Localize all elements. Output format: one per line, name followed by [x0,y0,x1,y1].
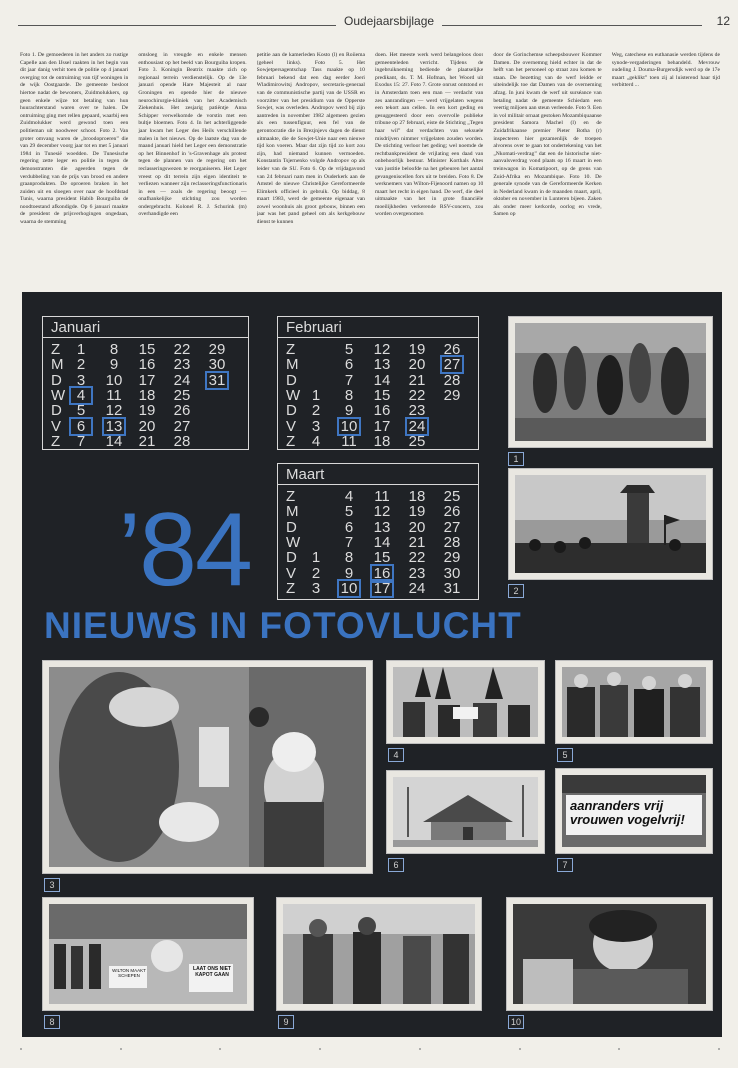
calendar-date: 25 [443,488,461,505]
calendar-date: 20 [408,356,426,374]
calendar-date: 19 [408,341,426,358]
calendar-day-label: W [51,386,66,404]
calendar-day-label: W [286,386,301,404]
photo-8 [42,897,254,1011]
text-column: Foto 1. De gemoederen in het anders zo rustige Capelle aan den IJssel raakten in het begin van dit jaar danig verhit toen de politie op 4 januari overging tot de ontruiming van tijf woningen in de wijk Oostgaarde. De gemeente besloot hiertoe nadat de bewoners, Zuidmolukkers, op geen enkele wijze tot betaling van hun huurachterstand waren over te halen. De ontruiming ging met rellen gepaard, waarbij een Zuidmolukker werd gewond toen een politieman uit noodweer schoot. Foto 2. Van groter omvang waren de „broodoproeren” die van 29 december voorg jaar tot en met 5 januari 1984 in Tunesië woedden. De Tunesische regering zette leger en politie in tegen de demonstranten die ageerden tegen de verdubbeling van de prijs van brood en andere graanprodukten. De oproeren braken in het zuiden uit en sloegen over naar de hoofdstad Tunis, waarna president Habib Bourguiba de noodtoestand afkondigde. Op 6 januari maakte de president de prijsverhogingen ongedaan, waarna de stemming [20,52,129,226]
calendar-date: 16 [371,565,393,582]
text-column: petitie aan de kamerleden Kosto (l) en Roiiema (geheel links). Foto 5. Het Sowjetpersagentschap Tass maakte op 10 februari bekend dat een dag eerder Joeri Wladimirowitsj Andropov, secretaris-generaal van de communistische partij van de USSR en voorzitter van het presidium van de Opperste Sowjet, was overleden. Andropov werd bij zijn aantreden in november 1982 algemeen gezien als een tussenfiguur, een fel van de gerontocratie die in Brezjnjevs dagen de dienst uitmaakte, die de Sowjet-Unie naar een nieuwe tijd kon voeren. Maar dat zijn tijd zo kort zou zijn, had niemand kunnen vermoeden. Konstantin Tsjernenko volgde Andropov op als leider van de SU. Foto 6. Op de vrijdagavond van 24 februari nam men in Ouderkerk aan de Amstel de nieuwe Christelijke Gereformeerde Elimkerk officieel in gebruik. Op biddag, 8 maart 1983, werd de gemeente eigenaar van zowel woonhuis als groot gebouw, binnen een jaar was het pand geheel om als kerkgebouw dienst te kunnen [256,52,365,226]
calendar-date: 9 [344,564,354,582]
calendar-date: 20 [408,518,426,536]
calendar-date: 18 [373,432,391,450]
calendar-date: 19 [138,402,156,420]
photo-10-image [513,904,706,1004]
calendar-date: 13 [103,418,125,435]
headline: NIEUWS IN FOTOVLUCHT [44,605,522,646]
calendar-day-label: Z [51,432,61,450]
calendar-date: 25 [173,386,191,404]
calendar-date: 5 [344,341,354,358]
calendar-date: 3 [76,371,86,389]
calendar-day-label: V [286,417,297,435]
photo-9-image [283,904,475,1004]
photo-number: 10 [508,1015,524,1029]
calendar-date: 20 [138,417,156,435]
calendar-day-label: V [51,417,62,435]
calendar-date: 12 [373,341,391,358]
calendar-date: 5 [76,402,86,420]
calendar-date: 14 [105,432,123,450]
calendar-date: 15 [138,341,156,358]
text-column: Weg, catechese en euthanasie werden tijdens de synode-vergaderingen behandeld. Mevrouw oudeling J. Douma-Burgersdijk werd op de 17e maart „geklikt” toen zij al luisterend haar tijd verbitterd ... [611,52,720,89]
calendar-date: 16 [373,402,391,420]
calendar-date: 5 [344,503,354,521]
calendar-date: 12 [105,402,123,420]
calendar-date: 7 [344,371,354,389]
calendar-day-label: Z [51,341,61,358]
calendar-date: 14 [373,533,391,551]
footer-marks [20,1048,720,1054]
photo-5 [555,660,713,744]
calendar-month-title: Januari [51,319,101,336]
calendar-date: 17 [371,580,393,597]
calendar-januari [42,316,249,450]
photo-number: 1 [508,452,524,466]
calendar-date: 28 [443,533,461,551]
photo-number: 8 [44,1015,60,1029]
calendar-date: 29 [208,341,226,358]
calendar-date: 24 [173,371,191,389]
calendar-date: 26 [173,402,191,420]
calendar-date: 30 [443,564,461,582]
calendar-date: 10 [338,580,360,597]
calendar-date: 9 [109,356,119,374]
calendar-day-label: Z [286,488,296,505]
calendar-date: 15 [373,549,391,567]
photo-number: 4 [388,748,404,762]
calendar-day-label: M [286,503,299,521]
calendar-date: 8 [344,549,354,567]
photo-2-image [515,475,706,573]
calendar-day-label: M [51,356,64,374]
calendar-date: 31 [206,372,228,389]
calendar-date: 23 [173,356,191,374]
calendar-title-rule [278,484,478,485]
photo-number: 5 [557,748,573,762]
calendar-date: 17 [138,371,156,389]
calendar-date: 25 [408,432,426,450]
calendar-date: 1 [76,341,86,358]
calendar-date: 21 [408,371,426,389]
calendar-date: 2 [76,356,86,374]
calendar-date: 18 [408,488,426,505]
calendar-date: 22 [173,341,191,358]
photo-10 [506,897,713,1011]
calendar-date: 27 [441,356,463,373]
calendar-date: 2 [311,564,321,582]
photo-number: 9 [278,1015,294,1029]
calendar-date: 9 [344,402,354,420]
text-column: door de Gorinchemse scheepsbouwer Kommer Damen. De overnemng hield echter in dat de helft van het personeel op straat zou komen te staan. De bezetting van de werf leidde er uiteindelijk toe dat Damen van de overneming afzag. In juni kwam de werf uit surséance van betaling nadat de gemeente Schiedam een veertig miljoen aan steun verleende. Foto 9. Een in vol militair ornaat gestoken Mozambiquaanse president Samora Machel (l) en de Zuidafrikaanse premier Pieter Botha (r) inspecteren hier gezamenlijk de troepen alvorens over te gaan tot ondertekening van het „Nkomati-verdrag” dat een de historische niet-aanvalsverdrag vond plaats op 16 maart in een treinwagon in Komatipoort, op de grens van Zuid-Afrika en Mozambique. Foto 10. De generale synode van de Gereformeerde Kerken in Nederland kwam in de maanden maart, april, oktober en november in Lunteren bijeen. Zaken als onder meer kerkorde, oorlog en vrede, Samen op [493,52,602,218]
photo-6-image [393,777,538,847]
photo-6 [386,770,545,854]
calendar-month-title: Maart [286,466,325,483]
calendar-date: 23 [408,564,426,582]
calendar-date: 17 [373,417,391,435]
year-label: ’84 [118,492,251,608]
photo-9 [276,897,482,1011]
calendar-day-label: Z [286,579,296,597]
calendar-date: 8 [109,341,119,358]
calendar-date: 10 [105,371,123,389]
calendar-date: 19 [408,503,426,521]
calendar-day-label: V [286,564,297,582]
calendar-day-label: D [286,549,297,567]
calendar-date: 21 [408,533,426,551]
calendar-date: 4 [344,488,354,505]
calendar-date: 1 [311,386,321,404]
photo-3 [42,660,373,874]
text-column: doen. Het meeste werk werd belangeloos door gemeenteleden verricht. Tijdens de ingebruikneming bediende de plaatselijke predikant, ds. T. M. Hofman, het Woord uit Exodus 15: 27. Foto 7. Grote onrust ontstond er in Amsterdam toen een man — verdacht van zes aanrandingen — werd vrijgelaten wegens een tekort aan cellen. In een kort geding en gesuggesteerd door een overvolle publieke tribune op 27 februari, eiste de Stichting „Tegen haar wil” dat verdachten van seksuele misdrijven nimmer vrijgelaten zouden worden. De stichting verloor het geding; wel noemde de rechtbankpresident de vrijlating een daad van onbehoorlijk bestuur. Minister Korthals Altes van justitie beloofde na het gebeuren het aantal gevangeniscellen fors uit te breiden. Foto 8. De werknemers van Wilton-Fijenoord namen op 10 maart het recht in eigen hand. De werf, die deel uitmaakte van het in grote financiële moeilijkheden verkerende RSV-concern, zou worden overgenomen [374,52,484,218]
calendar-date: 24 [408,579,426,597]
photo-number: 6 [388,858,404,872]
calendar-title-rule [278,337,478,338]
calendar-date: 11 [341,432,357,450]
photo-3-image [49,667,366,867]
calendar-date: 22 [408,549,426,567]
calendar-day-label: M [286,356,299,374]
calendar-date: 6 [344,356,354,374]
calendar-day-label: W [286,533,301,551]
photo-8-image [49,904,247,1004]
photo-number: 2 [508,584,524,598]
calendar-date: 6 [344,518,354,536]
photo-1-image [515,323,706,441]
calendar-month-title: Februari [286,319,342,336]
calendar-date: 26 [443,341,461,358]
calendar-date: 29 [443,549,461,567]
calendar-date: 15 [373,386,391,404]
calendar-date: 7 [76,432,86,450]
calendar-date: 3 [311,417,321,435]
calendar-date: 18 [138,386,156,404]
calendar-februari [277,316,479,450]
calendar-maart [277,463,479,600]
protest-sign: WILTON MAAKT SCHEPEN [112,968,146,978]
calendar-date: 11 [106,386,122,404]
calendar-date: 3 [311,579,321,597]
protest-sign: LAAT ONS NIET KAPOT GAAN [193,966,231,978]
photo-4 [386,660,545,744]
calendar-day-label: D [51,402,62,420]
calendar-date: 28 [443,371,461,389]
calendar-date: 16 [138,356,156,374]
calendar-date: 4 [311,432,321,450]
calendar-date: 11 [374,488,390,505]
page-header [18,14,730,36]
photo-5-image [562,667,706,737]
calendar-date: 29 [443,386,461,404]
calendar-date: 1 [311,549,321,567]
calendar-date: 8 [344,386,354,404]
calendar-date: 27 [443,518,461,536]
calendar-date: 28 [173,432,191,450]
calendar-date: 23 [408,402,426,420]
calendar-date: 21 [138,432,156,450]
calendar-date: 4 [70,387,92,404]
calendar-date: 12 [373,503,391,521]
calendar-date: 31 [443,579,461,597]
calendar-day-label: Z [286,341,296,358]
calendar-date: 6 [70,418,92,435]
calendar-day-label: D [51,371,62,389]
text-column: omsloeg in vreugde en enkele mensen enthousiast op het beeld van Bourguiba kropen. Foto 3. Koningin Beatrix maakte zich op regionaal terrein verdienstelijk. Op de 13e januari opende Hare Majesteit al naar Groningen en opende hier de nieuwe neurochirurgie-kliniek van het Academisch Ziekenhuis. Het zesjarig patiëntje Anna Schipper verwelkomde de vorstin met een bultje bloemen. Foto 4. In het achterliggende jaar kwam het Leger des Heils verschillende malen in het nieuws. Op de laatste dag van de maand januari hield het Leger een demonstratie op het Binnenhof in 's-Gravenhage als protest tegen de plannen van de regering om het reclasseringswezen te reorganiseren. Het Leger vreest op dit terrein zijn eigen identiteit te verliezen wanneer zijn reclasseringsfunctionaris in een — zoals de regering beoogt — onafhankelijke stichting zou worden ondergebracht. Kolonel R. J. Schurink (m) overhandigde een [138,52,247,218]
protest-banner-text: aanranders vrij vrouwen vogelvrij! [570,798,685,827]
calendar-title-rule [43,337,248,338]
photo-1 [508,316,713,448]
calendar-day-label: D [286,518,297,536]
calendar-date: 30 [208,356,226,374]
calendar-date: 22 [408,386,426,404]
calendar-date: 13 [373,356,391,374]
calendar-date: 24 [406,418,428,435]
calendar-day-label: Z [286,432,296,450]
photo-number: 7 [557,858,573,872]
calendar-date: 14 [373,371,391,389]
page-number: 12 [716,14,730,28]
calendar-day-label: D [286,371,297,389]
calendar-day-label: D [286,402,297,420]
calendar-date: 2 [311,402,321,420]
calendar-date: 10 [338,418,360,435]
photo-7 [555,768,713,854]
photo-4-image [393,667,538,737]
caption-columns [20,52,720,284]
calendar-date: 13 [373,518,391,536]
calendar-date: 26 [443,503,461,521]
calendar-date: 7 [344,533,354,551]
section-title: Oudejaarsbijlage [336,14,442,28]
photo-number: 3 [44,878,60,892]
calendar-date: 27 [173,417,191,435]
photo-2 [508,468,713,580]
